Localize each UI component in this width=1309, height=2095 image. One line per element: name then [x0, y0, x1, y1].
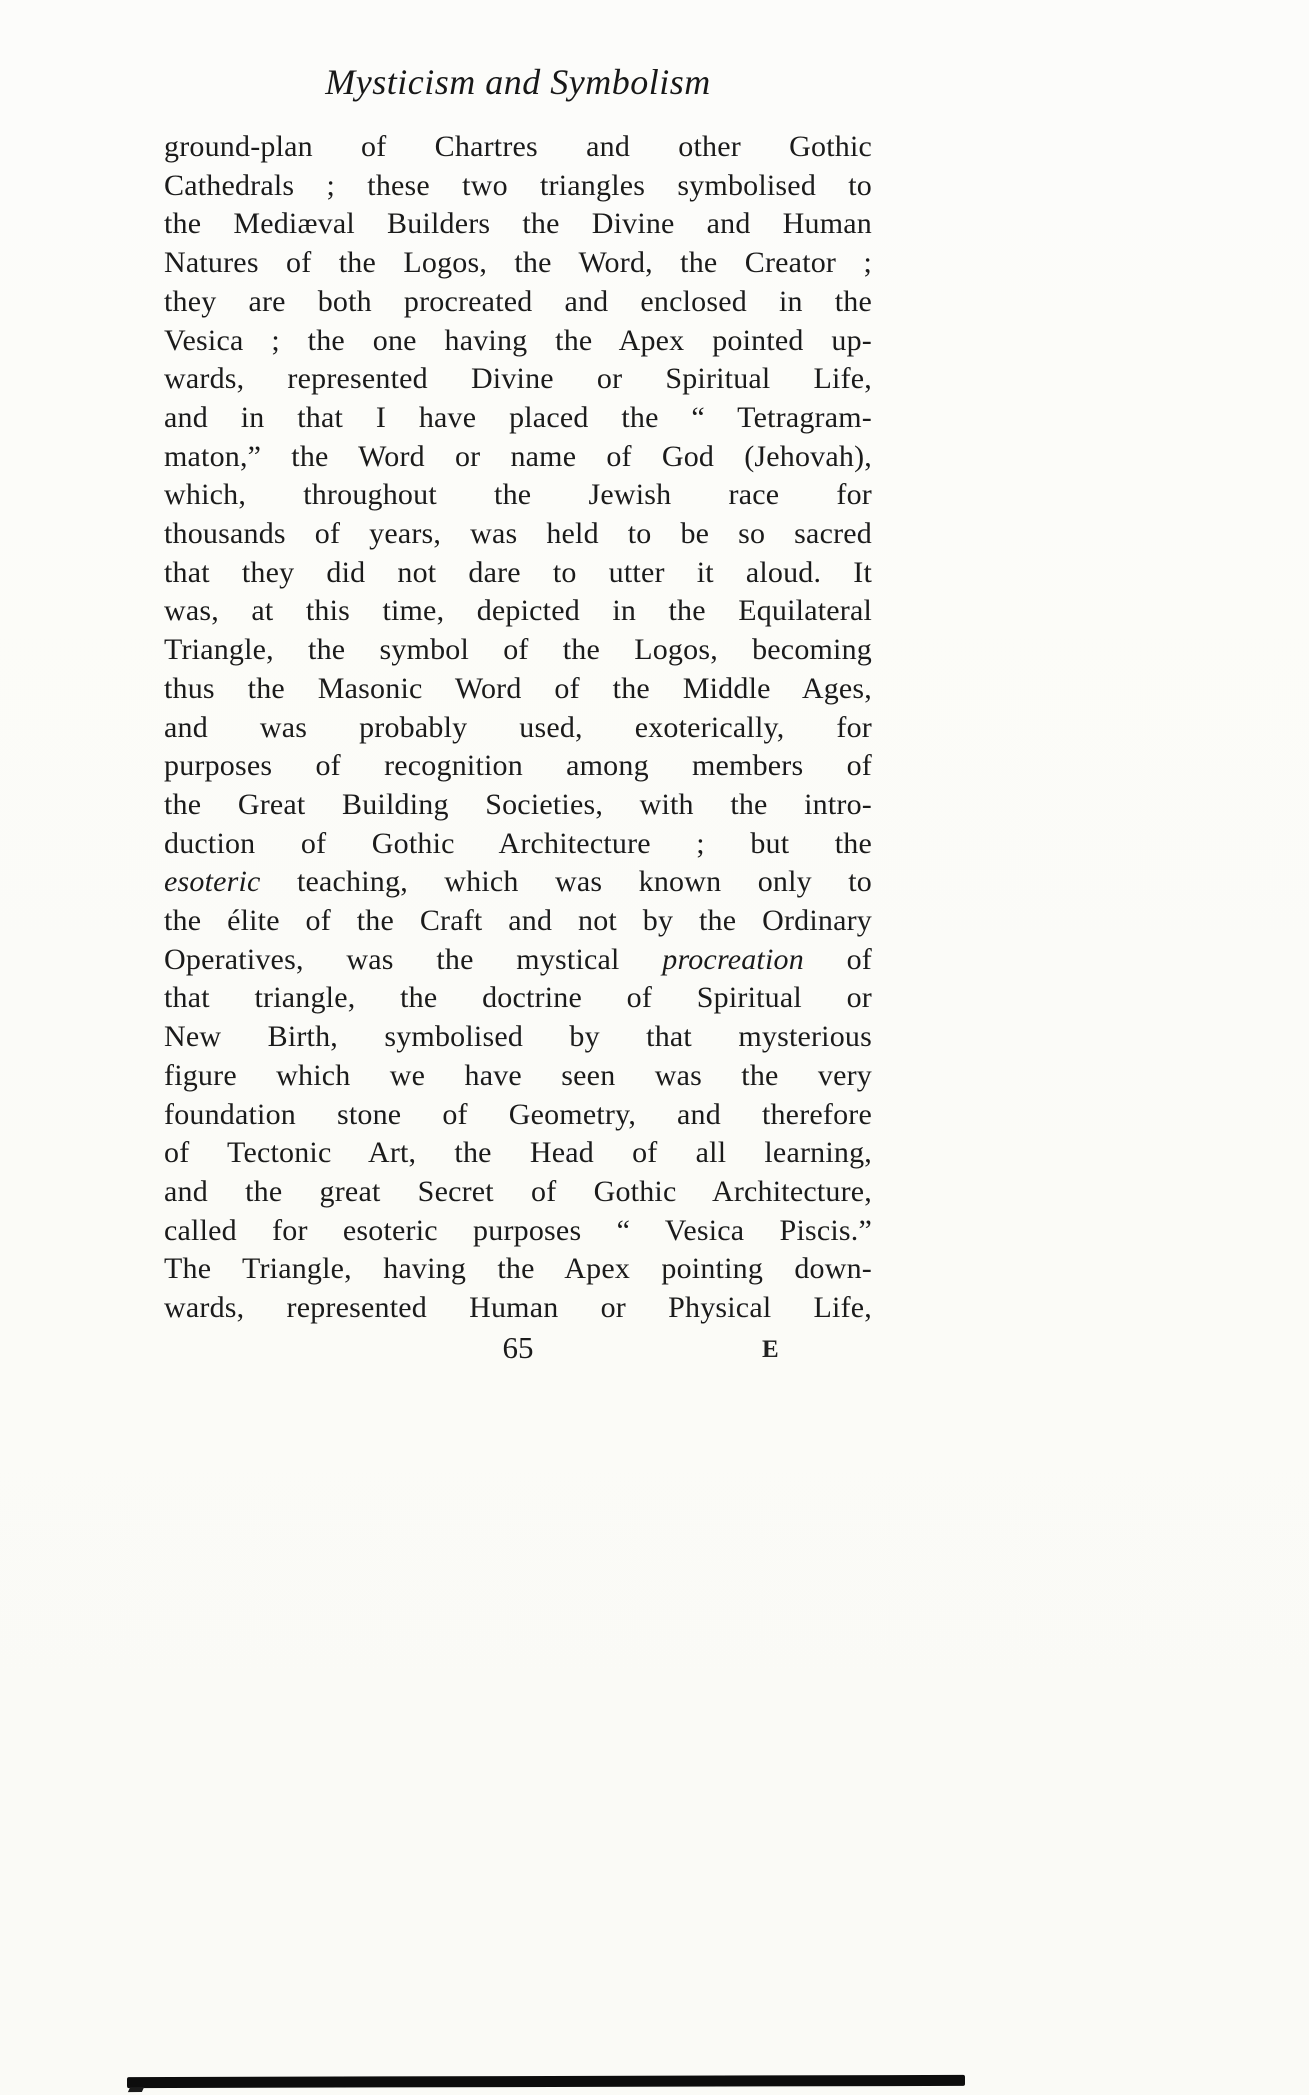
text-line [164, 1057, 872, 1096]
text-segment: was, at this time, depicted in the Equilateral [164, 594, 872, 628]
text-segment: New Birth, symbolised by that mysterious [164, 1020, 872, 1054]
text-segment: the Mediæval Builders the Divine and Human [164, 207, 872, 241]
text-segment: that triangle, the doctrine of Spiritual or [164, 981, 872, 1015]
text-segment: wards, represented Divine or Spiritual Life, [164, 362, 872, 396]
text-segment: Cathedrals ; these two triangles symbolised to [164, 168, 872, 202]
text-line [164, 322, 872, 361]
text-line [164, 747, 872, 786]
text-line [164, 167, 872, 206]
text-segment: of [803, 942, 872, 976]
text-line [164, 1289, 872, 1328]
text-line [164, 709, 872, 748]
text-segment: and the great Secret of Gothic Architecture, [164, 1174, 872, 1208]
text-segment: the Great Building Societies, with the intro- [164, 787, 872, 821]
text-line [164, 283, 872, 322]
text-segment: the élite of the Craft and not by the Ordinary [164, 904, 872, 938]
text-line [164, 1212, 872, 1251]
page-number: 65 [502, 1329, 534, 1365]
text-segment: called for esoteric purposes “ Vesica Piscis.” [164, 1213, 872, 1247]
text-line [164, 1250, 872, 1289]
text-line [164, 360, 872, 399]
text-segment: foundation stone of Geometry, and therefore [164, 1097, 872, 1131]
text-line [164, 515, 872, 554]
text-line [164, 825, 872, 864]
text-line [164, 438, 872, 477]
text-line [164, 1134, 872, 1173]
text-line [164, 670, 872, 709]
text-block [164, 60, 872, 1374]
text-segment: of Tectonic Art, the Head of all learning, [164, 1136, 872, 1170]
text-segment: teaching, which was known only to [260, 865, 872, 899]
page-footer [164, 1330, 872, 1374]
text-line [164, 902, 872, 941]
text-line [164, 205, 872, 244]
text-line [164, 863, 872, 902]
text-line [164, 1173, 872, 1212]
text-segment: maton,” the Word or name of God (Jehovah), [164, 439, 872, 473]
text-segment: they are both procreated and enclosed in the [164, 284, 872, 318]
text-line [164, 786, 872, 825]
text-segment: which, throughout the Jewish race for [164, 478, 872, 512]
text-segment: ground-plan of Chartres and other Gothic [164, 130, 872, 163]
text-segment: and was probably used, exoterically, for [164, 710, 872, 744]
text-segment: Natures of the Logos, the Word, the Creator ; [164, 246, 872, 280]
text-segment: figure which we have seen was the very [164, 1058, 872, 1092]
text-segment: thus the Masonic Word of the Middle Ages, [164, 671, 872, 705]
text-segment: Vesica ; the one having the Apex pointed up- [164, 323, 872, 357]
text-segment: purposes of recognition among members of [164, 749, 872, 783]
text-segment: Operatives, was the mystical [164, 942, 663, 976]
text-line [164, 554, 872, 593]
text-line [164, 128, 872, 167]
signature-mark: E [762, 1335, 780, 1363]
body-text [164, 128, 872, 1328]
text-segment: that they did not dare to utter it aloud. It [164, 555, 872, 589]
italic-text-segment: esoteric [164, 865, 261, 899]
text-segment: thousands of years, was held to be so sacred [164, 517, 872, 551]
text-line [164, 592, 872, 631]
text-line [164, 399, 872, 438]
text-line [164, 1096, 872, 1135]
text-segment: duction of Gothic Architecture ; but the [164, 826, 872, 860]
text-segment: wards, represented Human or Physical Life, [164, 1291, 872, 1325]
running-header: Mysticism and Symbolism [325, 62, 711, 102]
text-line [164, 1018, 872, 1057]
scan-edge-line [127, 2075, 965, 2088]
text-line [164, 476, 872, 515]
text-segment: The Triangle, having the Apex pointing down- [164, 1252, 872, 1286]
text-line [164, 244, 872, 283]
text-segment: and in that I have placed the “ Tetragram- [164, 400, 872, 434]
text-line [164, 631, 872, 670]
text-line [164, 941, 872, 980]
italic-text-segment: procreation [662, 942, 804, 976]
text-line [164, 979, 872, 1018]
text-segment: Triangle, the symbol of the Logos, becoming [164, 633, 872, 667]
